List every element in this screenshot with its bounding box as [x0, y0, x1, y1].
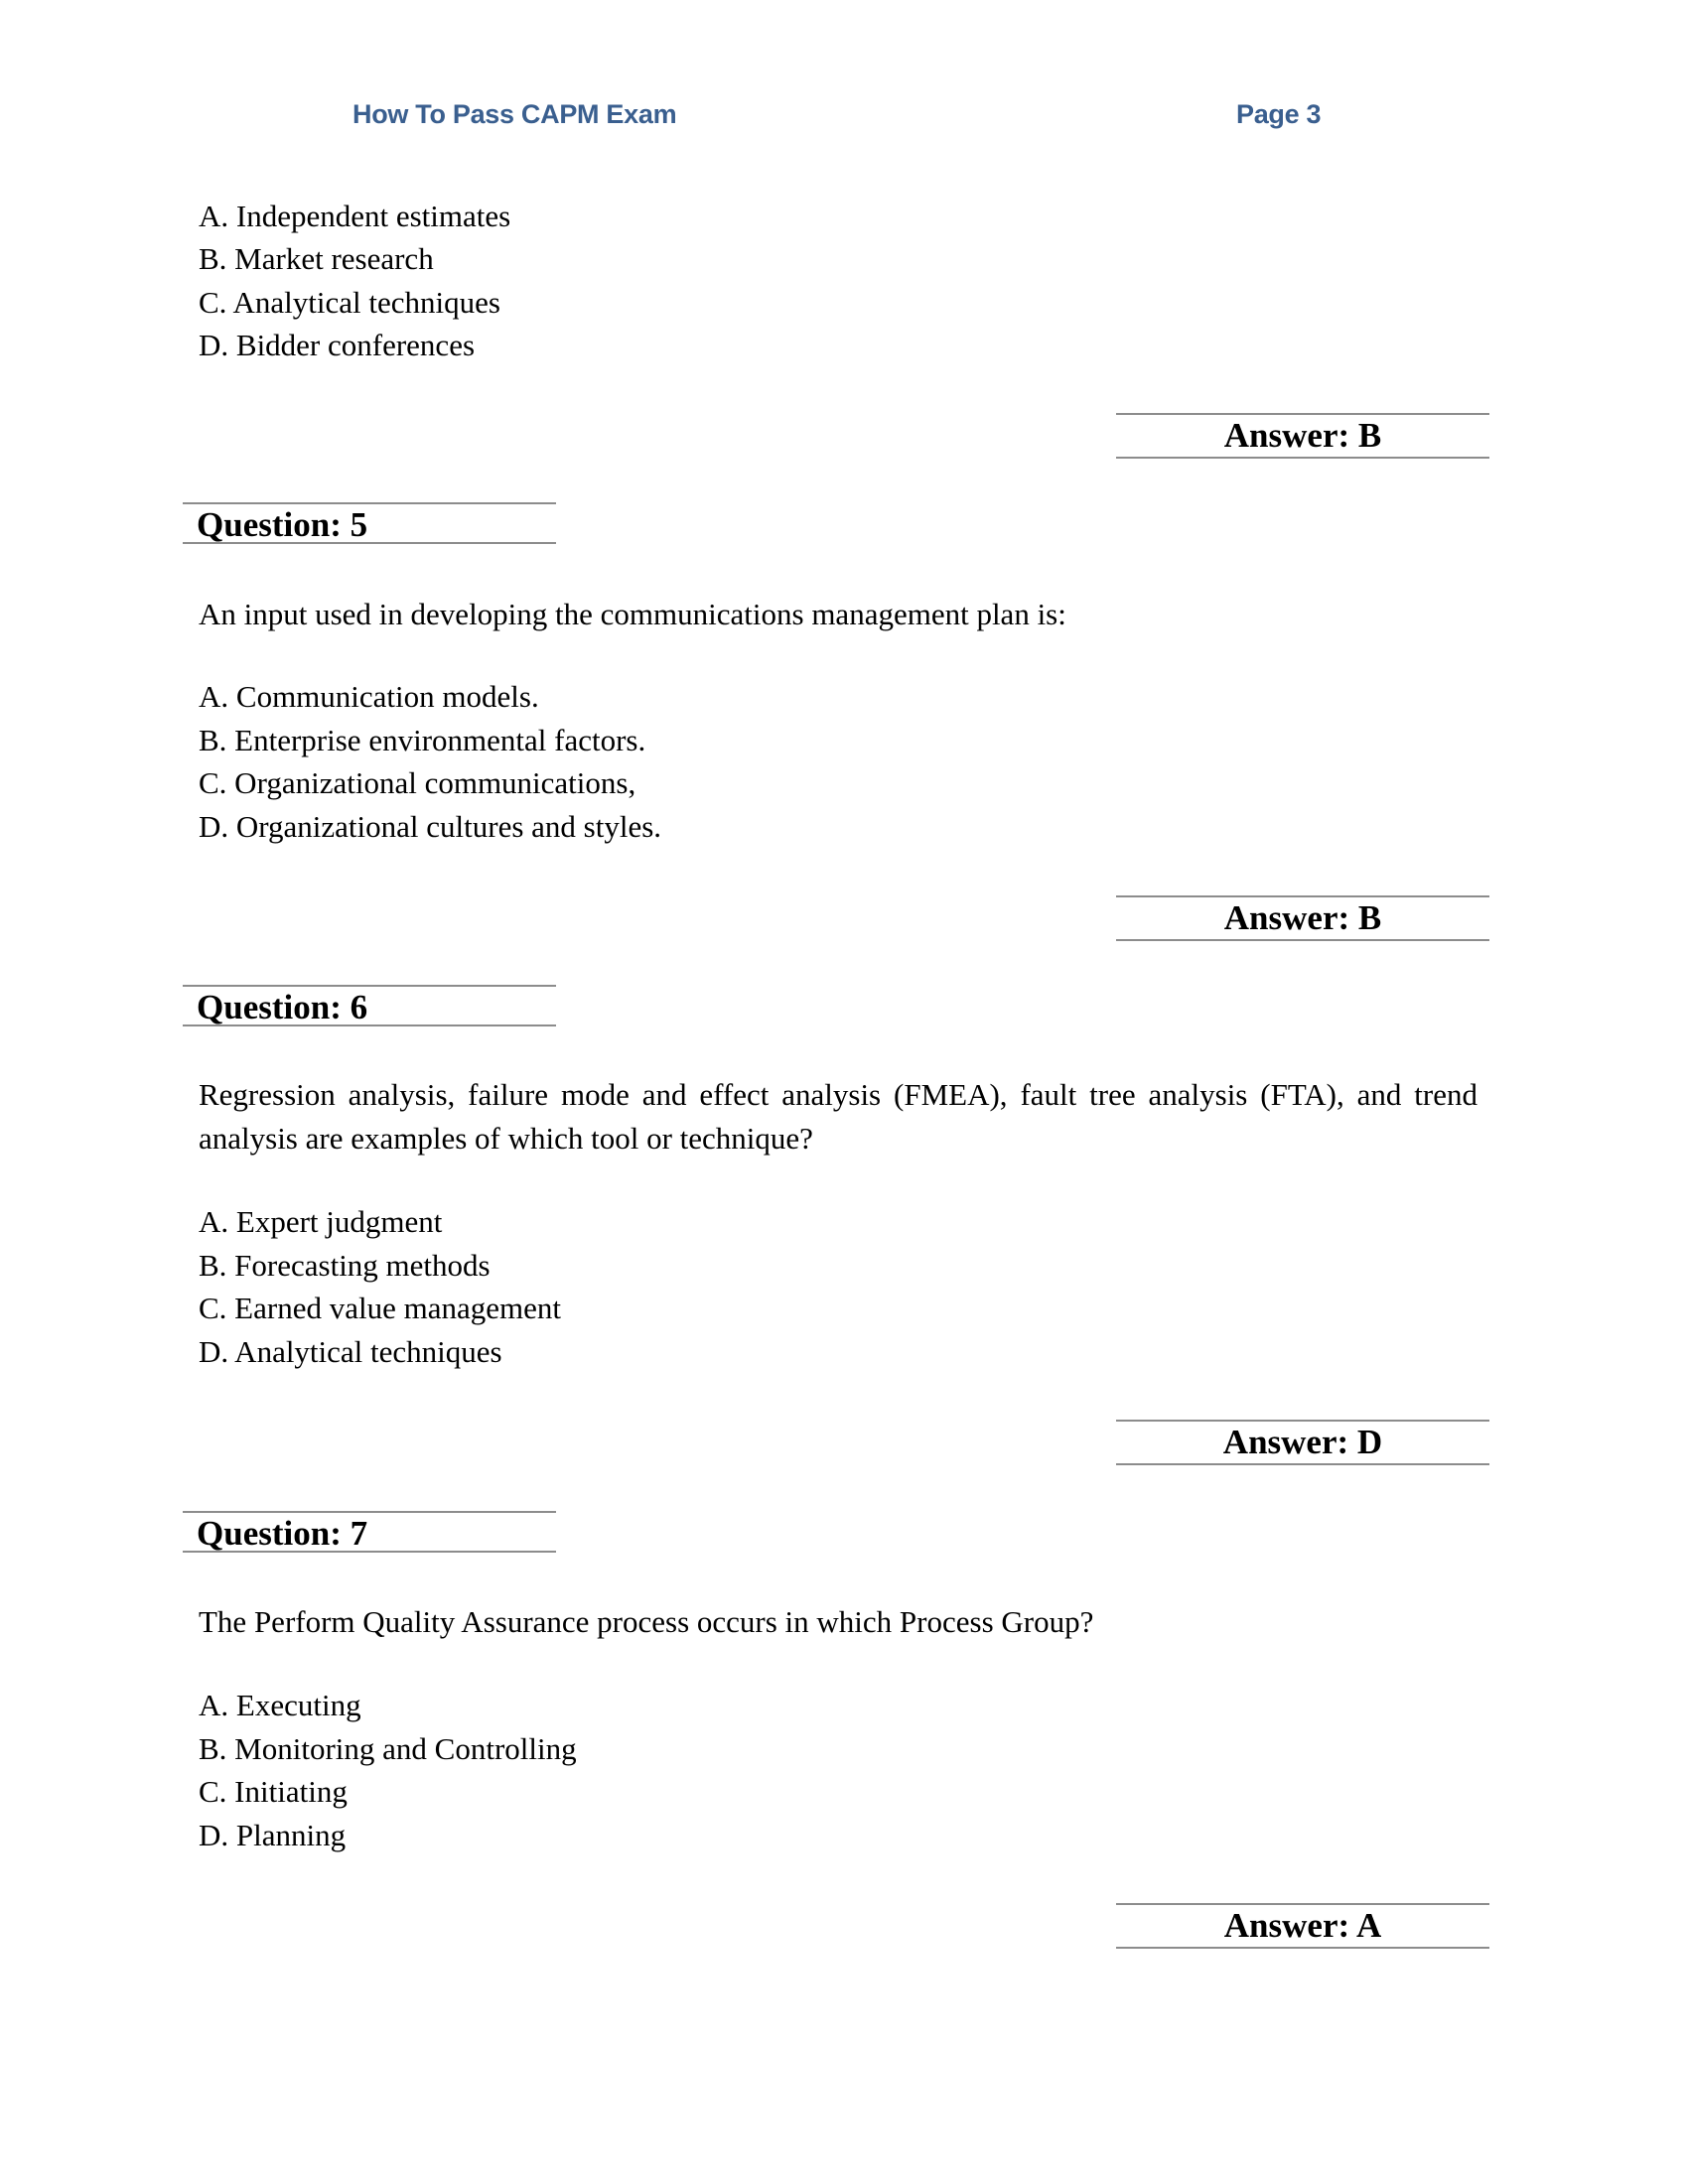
- option-d: D. Planning: [199, 1818, 347, 1852]
- page-number: Page 3: [1236, 99, 1322, 129]
- option-c: C. Analytical techniques: [199, 285, 500, 320]
- option-d: D. Organizational cultures and styles.: [199, 809, 662, 844]
- option-b: B. Monitoring and Controlling: [199, 1731, 577, 1766]
- answer-box: Answer: B: [1116, 895, 1489, 941]
- question-heading: Question: 5: [183, 502, 556, 544]
- option-c: C. Organizational communications,: [199, 765, 636, 800]
- option-c: C. Earned value management: [199, 1291, 561, 1325]
- question-stem: The Perform Quality Assurance process occurs in which Process Group?: [199, 1604, 1094, 1639]
- answer-box: Answer: D: [1116, 1420, 1489, 1465]
- option-d: D. Bidder conferences: [199, 328, 476, 362]
- question-stem: Regression analysis, failure mode and effect analysis (FMEA), fault tree analysis (FTA), and trend analysis are examples of which tool or technique?: [199, 1077, 1477, 1156]
- answer-box: Answer: A: [1116, 1903, 1489, 1949]
- option-a: A. Expert judgment: [199, 1204, 443, 1239]
- option-c: C. Initiating: [199, 1774, 348, 1809]
- option-b: B. Market research: [199, 241, 434, 276]
- option-a: A. Independent estimates: [199, 199, 511, 233]
- option-a: A. Executing: [199, 1688, 361, 1722]
- option-a: A. Communication models.: [199, 679, 539, 714]
- document-header-title: How To Pass CAPM Exam: [352, 99, 677, 129]
- option-b: B. Enterprise environmental factors.: [199, 723, 646, 757]
- question-stem: An input used in developing the communications management plan is:: [199, 597, 1066, 631]
- option-d: D. Analytical techniques: [199, 1334, 502, 1369]
- answer-box-q4: Answer: B: [1116, 413, 1489, 459]
- question-heading: Question: 7: [183, 1511, 556, 1553]
- question-heading: Question: 6: [183, 985, 556, 1026]
- option-b: B. Forecasting methods: [199, 1248, 491, 1283]
